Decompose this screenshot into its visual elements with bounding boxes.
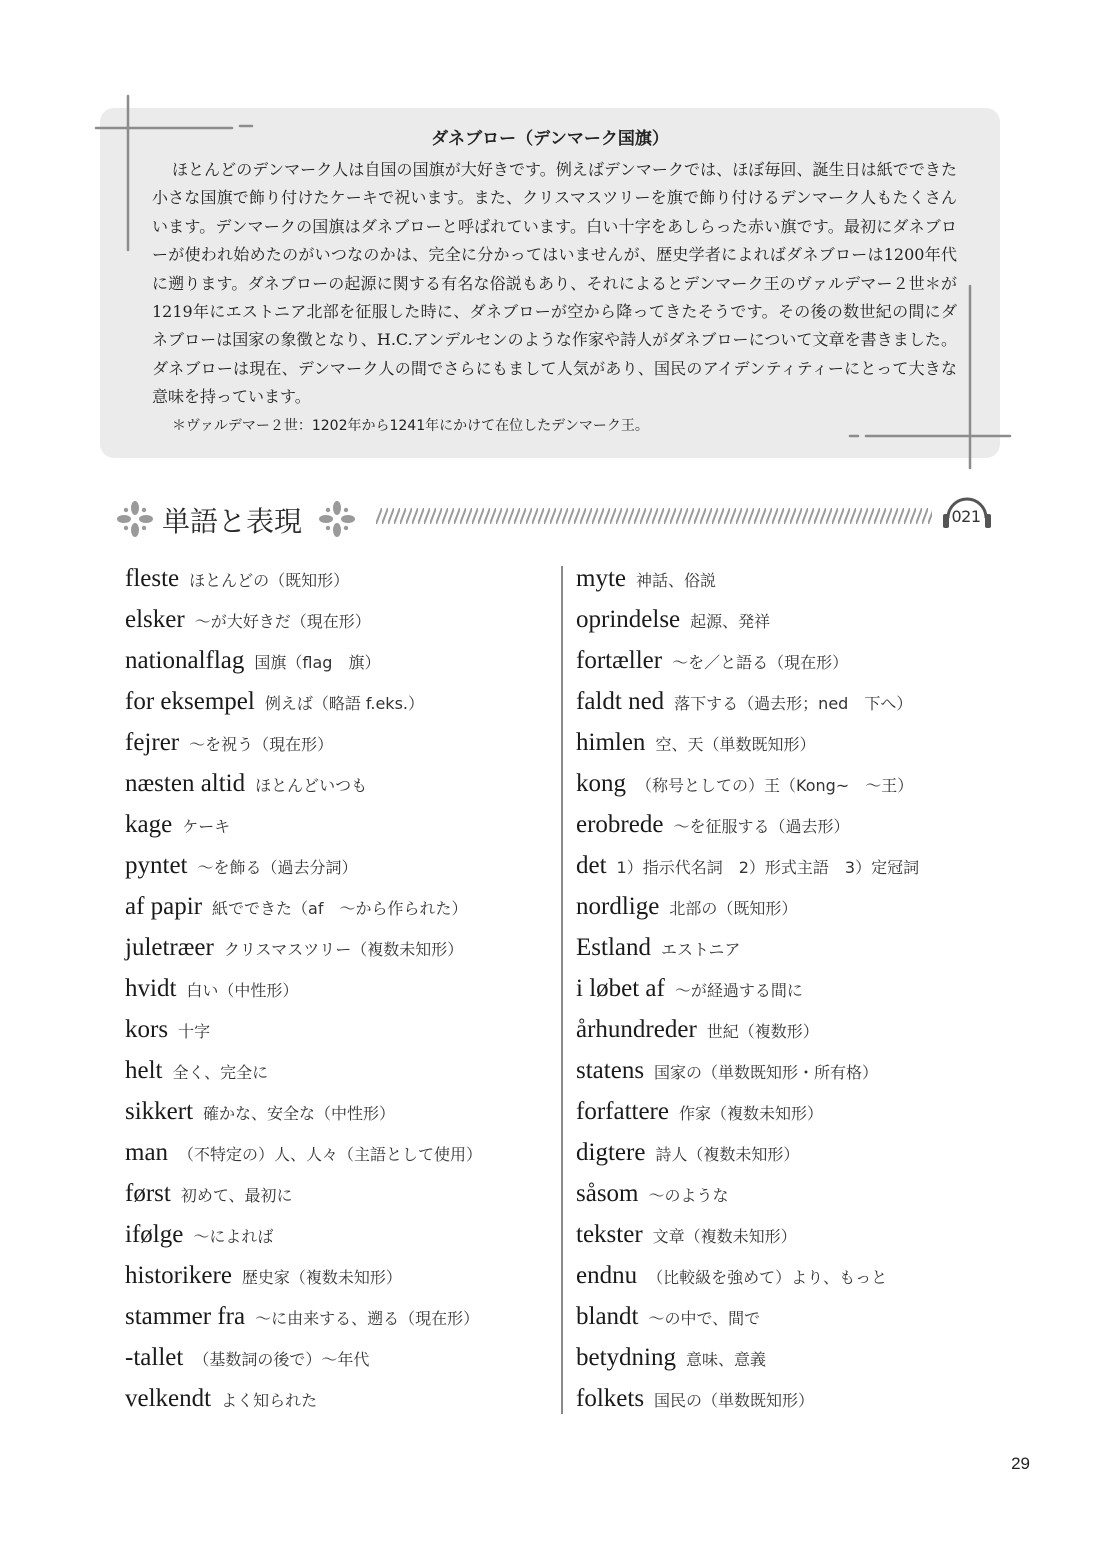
vocab-entry xyxy=(576,558,919,599)
vocab-gloss: よく知られた xyxy=(221,1391,318,1410)
vocab-gloss: ～によれば xyxy=(193,1227,274,1246)
vocab-gloss: 神話、俗説 xyxy=(636,571,717,590)
vocab-entry xyxy=(125,968,482,1009)
vocab-entry xyxy=(125,1214,482,1255)
vocab-gloss: ～に由来する、遡る（現在形） xyxy=(255,1309,480,1328)
vocab-entry xyxy=(576,886,919,927)
vocab-gloss: 世紀（複数形） xyxy=(706,1022,819,1041)
vocab-term: myte xyxy=(576,565,626,592)
vocab-term: folkets xyxy=(576,1385,645,1412)
vocab-term: blandt xyxy=(576,1303,639,1330)
vocab-term: historikere xyxy=(125,1262,232,1289)
vocab-gloss: 北部の（既知形） xyxy=(669,899,798,918)
vocab-term: endnu xyxy=(576,1262,638,1289)
vocab-term: helt xyxy=(125,1057,163,1084)
vocab-entry xyxy=(125,927,482,968)
vocab-term: himlen xyxy=(576,729,646,756)
vocab-gloss: ほとんどいつも xyxy=(255,776,368,795)
vocab-entry xyxy=(576,927,919,968)
vocab-gloss: 国民の（単数既知形） xyxy=(654,1391,815,1410)
flower-ornament-left-icon xyxy=(116,500,154,538)
vocab-gloss: （不特定の）人、人々（主語として使用） xyxy=(178,1145,483,1164)
vocab-gloss: エストニア xyxy=(661,940,741,959)
vocab-gloss: （称号としての）王（Kong~ ～王） xyxy=(636,776,914,795)
vocab-term: erobrede xyxy=(576,811,664,838)
vocab-entry xyxy=(576,1009,919,1050)
vocab-entry xyxy=(576,763,919,804)
vocab-entry xyxy=(125,1050,482,1091)
vocab-gloss: 文章（複数未知形） xyxy=(652,1227,797,1246)
vocab-term: stammer fra xyxy=(125,1303,246,1330)
vocab-entry xyxy=(125,845,482,886)
vocab-gloss: 紙でできた（af ～から作られた） xyxy=(212,899,468,918)
vocab-gloss: 作家（複数未知形） xyxy=(678,1104,823,1123)
column-footnote: ＊ヴァルデマー２世：1202年から1241年にかけて在位したデンマーク王。 xyxy=(172,418,649,434)
vocab-gloss: ～のような xyxy=(648,1186,729,1205)
vocab-term: juletræer xyxy=(125,934,214,961)
vocab-gloss: ～を祝う（現在形） xyxy=(189,735,334,754)
vocab-term: oprindelse xyxy=(576,606,681,633)
vocab-term: først xyxy=(125,1180,171,1207)
vocab-term: -tallet xyxy=(125,1344,184,1371)
vocab-term: ifølge xyxy=(125,1221,184,1248)
vocab-gloss: 落下する（過去形；ned 下へ） xyxy=(674,694,913,713)
vocab-term: betydning xyxy=(576,1344,676,1371)
vocab-gloss: ～を／と語る（現在形） xyxy=(672,653,849,672)
vocab-gloss: ～を飾る（過去分詞） xyxy=(197,858,358,877)
vocab-entry xyxy=(576,1091,919,1132)
vocab-term: fleste xyxy=(125,565,180,592)
vocab-entry xyxy=(125,1009,482,1050)
vocab-entry xyxy=(125,681,482,722)
vocab-entry xyxy=(125,804,482,845)
vocab-list-left xyxy=(125,558,482,1419)
vocab-gloss: 空、天（単数既知形） xyxy=(655,735,816,754)
vocab-entry xyxy=(576,1173,919,1214)
vocab-gloss: 確かな、安全な（中性形） xyxy=(203,1104,396,1123)
vocab-entry xyxy=(125,1173,482,1214)
vocab-gloss: 十字 xyxy=(178,1022,211,1041)
vocab-entry xyxy=(576,1050,919,1091)
vocab-entry xyxy=(125,558,482,599)
vocab-entry xyxy=(576,1378,919,1419)
vocab-gloss: 歴史家（複数未知形） xyxy=(241,1268,402,1287)
vocab-gloss: 意味、意義 xyxy=(686,1350,767,1369)
vocab-gloss: 国家の（単数既知形・所有格） xyxy=(654,1063,879,1082)
vocab-term: pyntet xyxy=(125,852,188,879)
vocab-entry xyxy=(576,599,919,640)
vocab-term: nordlige xyxy=(576,893,660,920)
vocab-gloss: ～を征服する（過去形） xyxy=(673,817,850,836)
vocab-term: fortæller xyxy=(576,647,663,674)
vocab-term: fejrer xyxy=(125,729,180,756)
vocab-entry xyxy=(125,1132,482,1173)
vocab-entry xyxy=(125,1255,482,1296)
vocab-term: såsom xyxy=(576,1180,639,1207)
vocab-term: man xyxy=(125,1139,169,1166)
vocab-entry xyxy=(125,599,482,640)
vocab-entry xyxy=(125,722,482,763)
hatched-rule xyxy=(376,508,932,524)
vocab-term: kors xyxy=(125,1016,169,1043)
column-title: ダネブロー（デンマーク国旗） xyxy=(431,129,669,149)
vocab-term: i løbet af xyxy=(576,975,665,1002)
vocab-term: elsker xyxy=(125,606,185,633)
vocab-term: for eksempel xyxy=(125,688,255,715)
vocab-gloss: （基数詞の後で）～年代 xyxy=(193,1350,370,1369)
vocab-entry xyxy=(576,640,919,681)
vocab-gloss: ケーキ xyxy=(182,817,231,836)
vocab-entry xyxy=(576,681,919,722)
vocab-entry xyxy=(576,1337,919,1378)
vocab-entry xyxy=(576,1255,919,1296)
vocab-gloss: 全く、完全に xyxy=(172,1063,269,1082)
vocab-gloss: ほとんどの（既知形） xyxy=(189,571,350,590)
vocab-term: næsten altid xyxy=(125,770,246,797)
vocab-entry xyxy=(125,1337,482,1378)
vocab-gloss: （比較級を強めて）より、もっと xyxy=(647,1268,888,1287)
vocab-gloss: 白い（中性形） xyxy=(186,981,299,1000)
vocab-term: kage xyxy=(125,811,173,838)
vocab-gloss: ～の中で、間で xyxy=(648,1309,761,1328)
vocab-entry xyxy=(576,845,919,886)
column-divider xyxy=(561,566,563,1414)
vocab-term: tekster xyxy=(576,1221,643,1248)
vocab-gloss: クリスマスツリー（複数未知形） xyxy=(223,940,464,959)
vocab-entry xyxy=(576,968,919,1009)
vocab-term: digtere xyxy=(576,1139,646,1166)
vocab-term: velkendt xyxy=(125,1385,212,1412)
vocab-gloss: ～が大好きだ（現在形） xyxy=(194,612,371,631)
vocab-gloss: 1）指示代名詞 2）形式主語 3）定冠詞 xyxy=(616,858,920,877)
vocab-gloss: 初めて、最初に xyxy=(180,1186,293,1205)
vocab-entry xyxy=(576,1132,919,1173)
audio-track-number: 021 xyxy=(951,507,981,526)
vocab-term: det xyxy=(576,852,607,879)
vocab-term: faldt ned xyxy=(576,688,665,715)
vocab-entry xyxy=(576,722,919,763)
vocab-entry xyxy=(125,886,482,927)
vocab-gloss: 起源、発祥 xyxy=(690,612,771,631)
flower-ornament-right-icon xyxy=(318,500,356,538)
vocab-entry xyxy=(576,1214,919,1255)
vocab-entry xyxy=(125,1378,482,1419)
vocab-gloss: 詩人（複数未知形） xyxy=(655,1145,800,1164)
page-number: 29 xyxy=(1011,1454,1030,1473)
vocab-entry xyxy=(125,1296,482,1337)
vocab-gloss: 国旗（flag 旗） xyxy=(254,653,381,672)
vocab-entry xyxy=(125,1091,482,1132)
section-title: 単語と表現 xyxy=(162,505,303,538)
vocab-term: statens xyxy=(576,1057,645,1084)
vocab-term: af papir xyxy=(125,893,203,920)
vocab-term: nationalflag xyxy=(125,647,245,674)
vocab-term: kong xyxy=(576,770,626,797)
vocab-term: århundreder xyxy=(576,1016,697,1043)
vocab-term: sikkert xyxy=(125,1098,194,1125)
vocab-term: forfattere xyxy=(576,1098,669,1125)
vocab-term: Estland xyxy=(576,934,651,961)
vocab-entry xyxy=(125,640,482,681)
vocab-gloss: ～が経過する間に xyxy=(674,981,803,1000)
column-body: ほとんどのデンマーク人は自国の国旗が大好きです。例えばデンマークでは、ほぼ毎回、誕生日は紙でできた小さな国旗で飾り付けたケーキで祝います。また、クリスマスツリーを旗で飾り付けるデンマーク人もたくさんいます。デンマークの国旗はダネブローと呼ばれています。白い十字をあしらった赤い旗です。最初にダネブローが使われ始めたのがいつなのかは、完全に分かってはいませんが、歴史学者によればダネブローは1200年代に遡ります。ダネブローの起源に関する有名な俗説もあり、それによるとデンマーク王のヴァルデマー２世＊が1219年にエストニア北部を征服した時に、ダネブローが空から降ってきたそうです。その後の数世紀の間にダネブローは国家の象徴となり、H.C.アンデルセンのような作家や詩人がダネブローについて文章を書きました。ダネブローは現在、デンマーク人の間でさらにもまして人気があり、国民のアイデンティティーにとって大きな意味を持っています。 xyxy=(152,160,957,407)
vocab-term: hvidt xyxy=(125,975,177,1002)
vocab-gloss: 例えば（略語 f.eks.） xyxy=(264,694,424,713)
vocab-entry xyxy=(576,804,919,845)
vocab-list-right xyxy=(576,558,919,1419)
vocab-entry xyxy=(576,1296,919,1337)
vocab-entry xyxy=(125,763,482,804)
